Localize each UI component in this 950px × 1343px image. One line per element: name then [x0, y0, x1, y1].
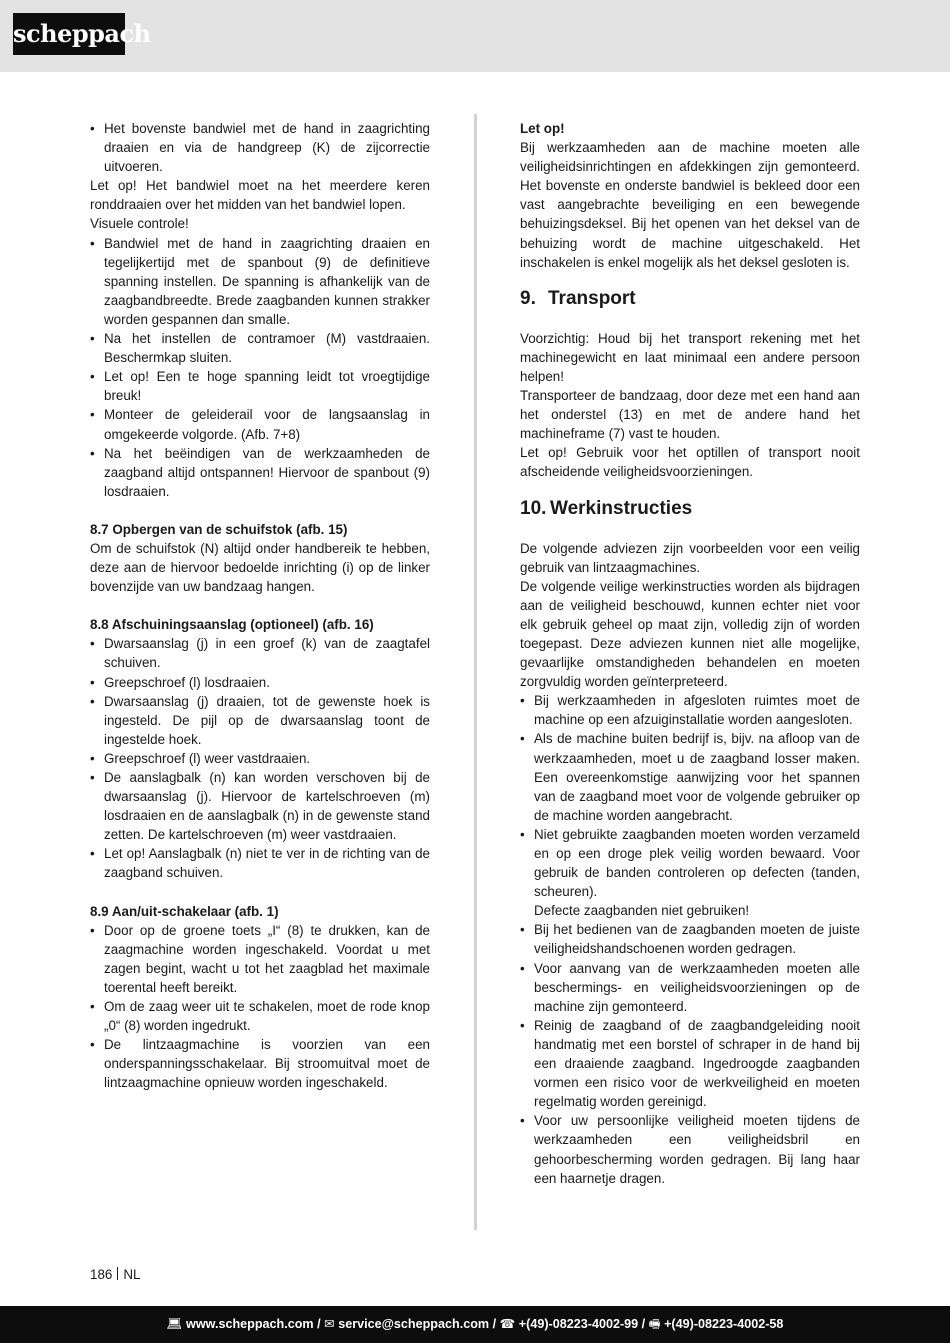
section-heading-werkinstructies — [520, 498, 860, 520]
list-item: • Door op de groene toets „I“ (8) te drukken, kan de zaagmachine worden ingeschakeld. Voordat u met zagen begint, wacht u tot het zaagblad het maximale toerental heeft bereikt. — [90, 921, 430, 997]
column-divider — [474, 114, 477, 1230]
phone-icon: ☎ — [499, 1317, 516, 1331]
computer-icon: 💻︎ — [166, 1317, 183, 1331]
paragraph: Voorzichtig: Houd bij het transport rekening met het machinegewicht en laat minimaal een andere persoon helpen! — [520, 330, 860, 384]
list-item: • Het bovenste bandwiel met de hand in zaagrichting draaien en via de handgreep (K) de zijcorrectie uitvoeren. — [90, 119, 430, 176]
page-footer — [0, 1306, 950, 1343]
section-title: Werkinstructies — [550, 497, 693, 519]
page-number — [90, 1265, 140, 1284]
paragraph: Om de schuifstok (N) altijd onder handbereik te hebben, deze aan de hiervoor bedoelde inrichting (i) op de linker bovenzijde van uw bandzaag hangen. — [90, 540, 430, 595]
list-item: • Als de machine buiten bedrijf is, bijv. na afloop van de werkzaamheden, moet u de zaagband losser maken. Een overeenkomstige aanwijzing voor het spannen van de zaagband moet voor de volgende gebruiker op de machine worden aangebracht. — [520, 729, 860, 824]
section-heading: 8.8 Afschuiningsaanslag (optioneel) (afb. 16) — [90, 617, 374, 633]
footer-separator: / — [638, 1317, 649, 1331]
paragraph: Bij werkzaamheden aan de machine moeten alle veiligheidsinrichtingen en afdekkingen zijn gemonteerd. Het bovenste en onderste bandwiel is bekleed door een vast aangebrachte beveiliging en een bewegende behuizingsdeksel. Bij het openen van het deksel van de behuizing wordt de machine uitgeschakeld. Het inschakelen is enkel mogelijk als het deksel gesloten is. — [520, 140, 860, 270]
list-item: • Voor aanvang van de werkzaamheden moeten alle beschermings- en veiligheidsvoorzieningen op de machine zijn gemonteerd. — [520, 959, 860, 1016]
section-number: 10. — [520, 497, 547, 519]
list-item: • Bij werkzaamheden in afgesloten ruimtes moet de machine op een afzuiginstallatie worden aangesloten. — [520, 691, 860, 729]
footer-separator: / — [313, 1317, 325, 1331]
scheppach-logo: scheppach — [13, 13, 125, 55]
paragraph: Visuele controle! — [90, 216, 189, 232]
list-item: • Reinig de zaagband of de zaagbandgeleiding nooit handmatig met een borstel of schraper in de hand bij een draaiende zaagband. Ingedroogde zaagbanden vormen een risico voor de werkveiligheid en moeten regelmatig worden gereinigd. — [520, 1016, 860, 1111]
footer-phone: +(49)-08223-4002-99 — [518, 1317, 639, 1331]
list-item: • Dwarsaanslag (j) draaien, tot de gewenste hoek is ingesteld. De pijl op de dwarsaanslag toont de ingestelde hoek. — [90, 692, 430, 749]
list-item: • Na het instellen de contramoer (M) vastdraaien. Beschermkap sluiten. — [90, 329, 430, 367]
section-heading: 8.7 Opbergen van de schuifstok (afb. 15) — [90, 521, 348, 537]
list-item: • Bandwiel met de hand in zaagrichting draaien en tegelijkertijd met de spanbout (9) de definitieve spanning instellen. De spanning is afhankelijk van de zaagbandbreedte. Brede zaagbanden kunnen strakker worden gespannen dan smalle. — [90, 234, 430, 329]
section-heading: 8.9 Aan/uit-schakelaar (afb. 1) — [90, 903, 279, 919]
list-item: • Let op! Een te hoge spanning leidt tot vroegtijdige breuk! — [90, 367, 430, 405]
page-number-value: 186 — [90, 1267, 113, 1282]
left-column — [90, 119, 430, 1093]
list-item: • Dwarsaanslag (j) in een groef (k) van de zaagtafel schuiven. — [90, 634, 430, 672]
fax-icon: 🖷︎ — [648, 1317, 661, 1331]
list-item: • De lintzaagmachine is voorzien van een onderspanningsschakelaar. Bij stroomuitval moet de lintzaagmachine opnieuw worden ingeschakeld. — [90, 1035, 430, 1092]
page-header — [0, 0, 950, 72]
list-item: • De aanslagbalk (n) kan worden verschoven bij de dwarsaanslag (j). Hiervoor de kartelschroeven (m) losdraaien en de aanslagbalk (n) in de gewenste stand zetten. De kartelschroeven (m) weer vastdraaien. — [90, 768, 430, 844]
paragraph: Transporteer de bandzaag, door deze met een hand aan het onderstel (13) en met de andere hand het machineframe (7) vast te houden. — [520, 388, 860, 442]
list-item: • Monteer de geleiderail voor de langsaanslag in omgekeerde volgorde. (Afb. 7+8) — [90, 405, 430, 443]
section-title: Transport — [548, 287, 636, 309]
paragraph: Let op! Het bandwiel moet na het meerdere keren ronddraaien over het midden van het bandwiel lopen. — [90, 178, 430, 213]
list-item: • Niet gebruikte zaagbanden moeten worden verzameld en op een droge plek veilig worden bewaard. Voor gebruik de banden controleren op defecten (tanden, scheuren). — [520, 825, 860, 901]
page-language: NL — [123, 1267, 141, 1282]
paragraph: De volgende adviezen zijn voorbeelden voor een veilig gebruik van lintzaagmachines. — [520, 540, 860, 575]
list-item: • Greepschroef (l) weer vastdraaien. — [90, 749, 430, 768]
notice-heading: Let op! — [520, 121, 565, 136]
list-item: • Na het beëindigen van de werkzaamheden de zaagband altijd ontspannen! Hiervoor de spanbout (9) losdraaien. — [90, 444, 430, 501]
footer-fax: +(49)-08223-4002-58 — [664, 1317, 784, 1331]
section-number: 9. — [520, 287, 536, 309]
right-column — [520, 119, 860, 1188]
footer-separator: / — [489, 1317, 500, 1331]
list-item-continuation: Defecte zaagbanden niet gebruiken! — [534, 903, 750, 919]
list-item: • Greepschroef (l) losdraaien. — [90, 673, 430, 692]
list-item: • Let op! Aanslagbalk (n) niet te ver in de richting van de zaagband schuiven. — [90, 844, 430, 882]
footer-email-link[interactable]: service@scheppach.com — [338, 1317, 490, 1331]
paragraph: Let op! Gebruik voor het optillen of transport nooit afscheidende veiligheidsvoorzieningen. — [520, 445, 860, 480]
mail-icon: ✉ — [324, 1317, 335, 1331]
section-heading-transport — [520, 288, 860, 310]
list-item: • Voor uw persoonlijke veiligheid moeten tijdens de werkzaamheden een veiligheidsbril en gehoorbescherming worden gedragen. Bij lang haar een haarnetje dragen. — [520, 1111, 860, 1187]
paragraph: De volgende veilige werkinstructies worden als bijdragen aan de veiligheid beschouwd, kunnen echter niet voor elk gebruik geheel op maat zijn, volledig zijn of worden toegepast. Deze adviezen kunnen niet alle mogelijke, gevaarlijke omstandigheden behandelen en moeten zorgvuldig worden geïnterpreteerd. — [520, 578, 860, 690]
page-number-separator — [117, 1267, 118, 1280]
list-item: • Om de zaag weer uit te schakelen, moet de rode knop „0“ (8) worden ingedrukt. — [90, 997, 430, 1035]
list-item: • Bij het bedienen van de zaagbanden moeten de juiste veiligheidshandschoenen worden gedragen. — [520, 920, 860, 958]
footer-website-link[interactable]: www.scheppach.com — [186, 1317, 314, 1331]
